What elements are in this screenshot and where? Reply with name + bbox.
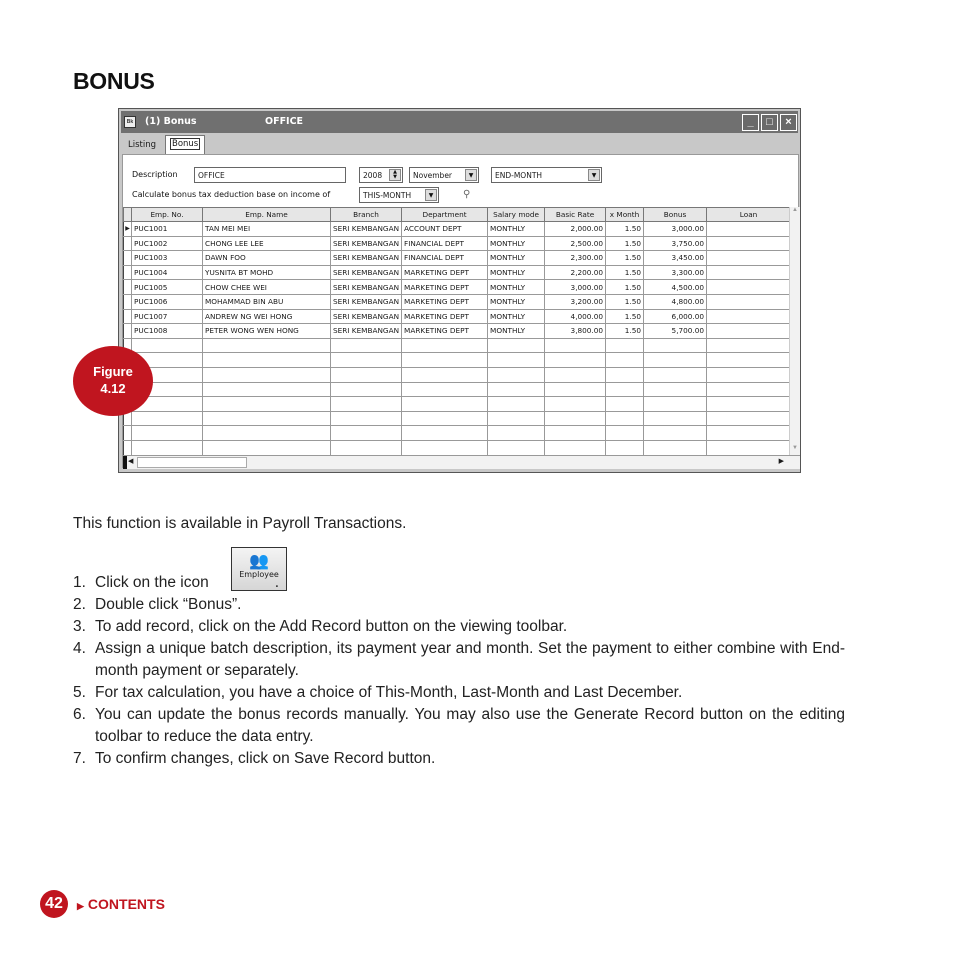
column-header[interactable]: Emp. No. [132,208,203,222]
table-cell[interactable] [707,251,791,266]
table-cell[interactable]: 1.50 [606,324,644,339]
row-indicator [124,265,132,280]
table-cell[interactable]: 1.50 [606,222,644,237]
table-cell[interactable]: 3,750.00 [644,236,707,251]
table-cell[interactable] [203,411,331,426]
table-cell[interactable]: PETER WONG WEN HONG [203,324,331,339]
table-cell[interactable]: ACCOUNT DEPT [402,222,488,237]
tab-bonus-label: Bonus [172,139,199,149]
table-cell[interactable] [707,338,791,353]
scroll-right-icon[interactable]: ▶ [778,458,784,465]
table-cell[interactable] [402,382,488,397]
description-label: Description [132,170,178,179]
row-indicator-header [124,208,132,222]
window-subtitle: OFFICE [265,116,304,127]
list-item [73,704,845,748]
window-titlebar[interactable] [121,111,798,133]
table-cell[interactable] [644,397,707,412]
table-cell[interactable]: 1.50 [606,294,644,309]
scroll-thumb[interactable] [137,457,247,468]
vertical-scrollbar[interactable] [789,207,800,455]
row-indicator [124,280,132,295]
table-cell[interactable]: 3,300.00 [644,265,707,280]
table-cell[interactable]: FINANCIAL DEPT [402,236,488,251]
table-cell[interactable] [707,236,791,251]
table-cell[interactable] [132,426,203,441]
step-number: 7. [73,750,86,767]
table-cell[interactable] [203,353,331,368]
table-cell[interactable] [606,338,644,353]
table-cell[interactable]: 1.50 [606,280,644,295]
table-cell[interactable]: 4,500.00 [644,280,707,295]
steps-list [73,572,845,770]
description-field[interactable]: OFFICE [194,167,346,183]
lookup-icon[interactable]: ⚲ [463,189,471,200]
tax-base-value: THIS-MONTH [363,191,412,200]
table-cell[interactable] [707,309,791,324]
table-cell[interactable] [707,367,791,382]
table-cell[interactable] [203,382,331,397]
table-cell[interactable] [402,411,488,426]
chevron-down-icon[interactable]: ▼ [465,169,477,181]
table-cell[interactable]: MARKETING DEPT [402,280,488,295]
table-cell[interactable] [331,397,402,412]
table-cell[interactable] [132,411,203,426]
table-row[interactable] [124,324,791,339]
column-header[interactable]: Bonus [644,208,707,222]
table-cell[interactable] [488,411,545,426]
chevron-down-icon[interactable]: ▼ [425,189,437,201]
table-cell[interactable] [402,353,488,368]
table-cell[interactable] [545,382,606,397]
table-cell[interactable] [606,353,644,368]
table-cell[interactable] [331,382,402,397]
row-indicator [124,324,132,339]
table-cell[interactable] [132,440,203,455]
maximize-icon[interactable]: □ [761,114,778,131]
step-text: For tax calculation, you have a choice of This-Month, Last-Month and Last December. [95,684,683,701]
year-stepper[interactable] [359,167,403,183]
bonus-window [118,108,801,473]
contents-link[interactable] [77,896,165,912]
table-cell[interactable] [488,382,545,397]
table-cell[interactable] [203,426,331,441]
table-cell[interactable] [707,411,791,426]
table-cell[interactable]: SERI KEMBANGAN [331,280,402,295]
tab-listing[interactable]: Listing [128,140,157,150]
column-header[interactable]: Loan [707,208,791,222]
table-cell[interactable] [331,426,402,441]
horizontal-scrollbar[interactable] [123,455,800,469]
table-cell[interactable] [331,353,402,368]
table-cell[interactable]: 3,800.00 [545,324,606,339]
table-cell[interactable] [545,440,606,455]
table-cell[interactable]: TAN MEI MEI [203,222,331,237]
table-cell[interactable]: 1.50 [606,251,644,266]
table-cell[interactable]: 6,000.00 [644,309,707,324]
tax-label: Calculate bonus tax deduction base on income of [132,190,331,199]
row-indicator [124,294,132,309]
step-text: Double click “Bonus”. [95,596,242,613]
table-cell[interactable] [644,338,707,353]
table-cell[interactable]: MONTHLY [488,324,545,339]
list-item [73,616,845,638]
list-item [73,682,845,704]
table-cell[interactable]: FINANCIAL DEPT [402,251,488,266]
section-heading: BONUS [73,68,155,94]
table-cell[interactable] [644,353,707,368]
table-cell[interactable] [402,397,488,412]
table-cell[interactable] [545,353,606,368]
step-text: To add record, click on the Add Record button on the viewing toolbar. [95,618,568,635]
month-select[interactable] [409,167,479,183]
table-cell[interactable]: 1.50 [606,236,644,251]
column-header[interactable]: Basic Rate [545,208,606,222]
table-row[interactable] [124,280,791,295]
bonus-table [123,207,791,456]
table-cell[interactable]: ANDREW NG WEI HONG [203,309,331,324]
list-item [73,572,845,594]
table-cell[interactable] [402,338,488,353]
table-row[interactable] [124,397,791,412]
table-row[interactable] [124,222,791,237]
table-row[interactable] [124,440,791,455]
table-cell[interactable]: MOHAMMAD BIN ABU [203,294,331,309]
table-cell[interactable] [606,367,644,382]
step-number: 4. [73,640,86,657]
table-row[interactable] [124,265,791,280]
row-indicator [124,426,132,441]
table-cell[interactable]: CHONG LEE LEE [203,236,331,251]
scrollbar-edge [123,456,127,469]
table-cell[interactable] [545,411,606,426]
table-cell[interactable]: MONTHLY [488,265,545,280]
spin-arrows-icon[interactable]: ▲ ▼ [389,169,401,181]
table-cell[interactable]: MARKETING DEPT [402,309,488,324]
table-cell[interactable]: 3,450.00 [644,251,707,266]
table-cell[interactable] [707,440,791,455]
table-cell[interactable]: 2,500.00 [545,236,606,251]
chevron-down-icon[interactable]: ▼ [588,169,600,181]
table-cell[interactable]: 4,000.00 [545,309,606,324]
table-cell[interactable] [132,338,203,353]
table-cell[interactable]: SERI KEMBANGAN [331,294,402,309]
table-cell[interactable] [644,426,707,441]
table-cell[interactable]: MONTHLY [488,236,545,251]
table-row[interactable] [124,251,791,266]
list-item [73,594,845,616]
figure-label: Figure [93,364,133,379]
table-cell[interactable]: SERI KEMBANGAN [331,324,402,339]
column-header[interactable]: x Month [606,208,644,222]
table-cell[interactable] [488,397,545,412]
step-number: 2. [73,596,86,613]
table-cell[interactable]: SERI KEMBANGAN [331,251,402,266]
table-cell[interactable] [606,397,644,412]
step-number: 1. [73,574,86,591]
table-cell[interactable] [606,426,644,441]
people-icon: 👥 [249,551,269,570]
table-cell[interactable]: MONTHLY [488,280,545,295]
table-cell[interactable]: PUC1002 [132,236,203,251]
arrow-right-icon: ▶ [77,901,84,911]
table-header-row [124,208,791,222]
column-header[interactable]: Salary mode [488,208,545,222]
table-cell[interactable]: 2,000.00 [545,222,606,237]
scroll-down-icon[interactable]: ▼ [792,445,798,451]
table-cell[interactable]: 2,200.00 [545,265,606,280]
table-cell[interactable] [707,353,791,368]
table-cell[interactable]: MONTHLY [488,294,545,309]
year-value: 2008 [363,171,383,180]
table-cell[interactable]: YUSNITA BT MOHD [203,265,331,280]
table-cell[interactable] [644,382,707,397]
figure-number: 4.12 [100,381,126,396]
current-row-icon: ▶ [124,222,132,237]
table-cell[interactable]: 3,000.00 [545,280,606,295]
intro-text: This function is available in Payroll Transactions. [73,515,407,532]
table-cell[interactable] [644,411,707,426]
row-indicator [124,251,132,266]
table-cell[interactable]: 3,200.00 [545,294,606,309]
table-cell[interactable]: 1.50 [606,265,644,280]
table-cell[interactable] [707,426,791,441]
table-cell[interactable] [707,382,791,397]
step-number: 6. [73,706,86,723]
table-cell[interactable] [488,426,545,441]
table-row[interactable] [124,367,791,382]
table-cell[interactable] [644,367,707,382]
table-cell[interactable]: MARKETING DEPT [402,265,488,280]
table-cell[interactable] [203,367,331,382]
table-cell[interactable] [402,367,488,382]
table-cell[interactable] [331,338,402,353]
table-cell[interactable]: SERI KEMBANGAN [331,222,402,237]
table-cell[interactable] [545,426,606,441]
table-cell[interactable]: CHOW CHEE WEI [203,280,331,295]
row-indicator [124,236,132,251]
payment-select[interactable] [491,167,602,183]
bonus-panel [122,154,799,468]
table-row[interactable] [124,294,791,309]
step-number: 5. [73,684,86,701]
table-cell[interactable]: DAWN FOO [203,251,331,266]
table-cell[interactable]: PUC1006 [132,294,203,309]
table-row[interactable] [124,426,791,441]
table-cell[interactable]: 4,800.00 [644,294,707,309]
table-cell[interactable]: PUC1008 [132,324,203,339]
window-title: (1) Bonus [145,116,197,127]
tax-base-select[interactable] [359,187,439,203]
page-number: 42 [40,890,68,918]
table-cell[interactable] [488,353,545,368]
table-cell[interactable] [707,222,791,237]
row-indicator [124,309,132,324]
table-cell[interactable] [707,265,791,280]
column-header[interactable]: Branch [331,208,402,222]
table-cell[interactable]: 2,300.00 [545,251,606,266]
table-cell[interactable] [707,280,791,295]
scroll-up-icon[interactable]: ▲ [792,207,798,213]
list-item [73,638,845,682]
table-cell[interactable]: PUC1003 [132,251,203,266]
table-row[interactable] [124,338,791,353]
table-cell[interactable] [545,338,606,353]
table-cell[interactable]: 5,700.00 [644,324,707,339]
table-cell[interactable] [545,397,606,412]
close-icon[interactable]: × [780,114,797,131]
table-cell[interactable]: MONTHLY [488,251,545,266]
table-cell[interactable]: SERI KEMBANGAN [331,309,402,324]
table-cell[interactable] [331,411,402,426]
table-cell[interactable] [402,426,488,441]
table-row[interactable] [124,382,791,397]
app-icon: Bk [124,116,136,128]
step-text [95,572,845,594]
table-cell[interactable] [545,367,606,382]
table-cell[interactable] [644,440,707,455]
table-cell[interactable]: MONTHLY [488,309,545,324]
table-cell[interactable] [402,440,488,455]
table-cell[interactable]: SERI KEMBANGAN [331,236,402,251]
table-cell[interactable]: MARKETING DEPT [402,294,488,309]
step-text: To confirm changes, click on Save Record button. [95,750,436,767]
table-cell[interactable]: 1.50 [606,309,644,324]
month-value: November [413,171,453,180]
column-header[interactable]: Emp. Name [203,208,331,222]
table-cell[interactable]: PUC1004 [132,265,203,280]
table-row[interactable] [124,309,791,324]
payment-value: END-MONTH [495,171,543,180]
table-cell[interactable] [606,382,644,397]
employee-icon-label: Employee [239,570,279,579]
step-number: 3. [73,618,86,635]
table-cell[interactable]: 3,000.00 [644,222,707,237]
table-cell[interactable]: PUC1005 [132,280,203,295]
step-text: You can update the bonus records manually. You may also use the Generate Record button on the editing toolbar to reduce the data entry. [95,706,845,745]
table-cell[interactable] [707,324,791,339]
table-cell[interactable] [488,440,545,455]
column-header[interactable]: Department [402,208,488,222]
table-cell[interactable] [488,338,545,353]
table-row[interactable] [124,353,791,368]
bonus-grid [123,207,800,469]
table-cell[interactable] [707,294,791,309]
table-cell[interactable] [203,440,331,455]
minimize-icon[interactable]: _ [742,114,759,131]
table-cell[interactable]: PUC1007 [132,309,203,324]
table-cell[interactable] [203,397,331,412]
figure-badge [73,346,153,416]
table-cell[interactable] [606,440,644,455]
step-text-suffix: . [274,574,280,591]
table-cell[interactable]: MARKETING DEPT [402,324,488,339]
list-item [73,748,845,770]
table-cell[interactable] [331,367,402,382]
table-cell[interactable] [331,440,402,455]
row-indicator [124,440,132,455]
table-cell[interactable]: MONTHLY [488,222,545,237]
table-cell[interactable] [203,338,331,353]
tab-bonus[interactable] [165,135,205,155]
table-cell[interactable]: SERI KEMBANGAN [331,265,402,280]
table-row[interactable] [124,411,791,426]
table-cell[interactable] [606,411,644,426]
scroll-left-icon[interactable]: ◀ [128,458,134,465]
table-row[interactable] [124,236,791,251]
table-cell[interactable]: PUC1001 [132,222,203,237]
step-text-main: Click on the icon [95,574,209,591]
tab-bar [122,135,799,155]
table-cell[interactable] [707,397,791,412]
step-text: Assign a unique batch description, its payment year and month. Set the payment to either combine with End-month payment or separately. [95,640,845,679]
table-cell[interactable] [488,367,545,382]
contents-label: CONTENTS [87,896,165,912]
